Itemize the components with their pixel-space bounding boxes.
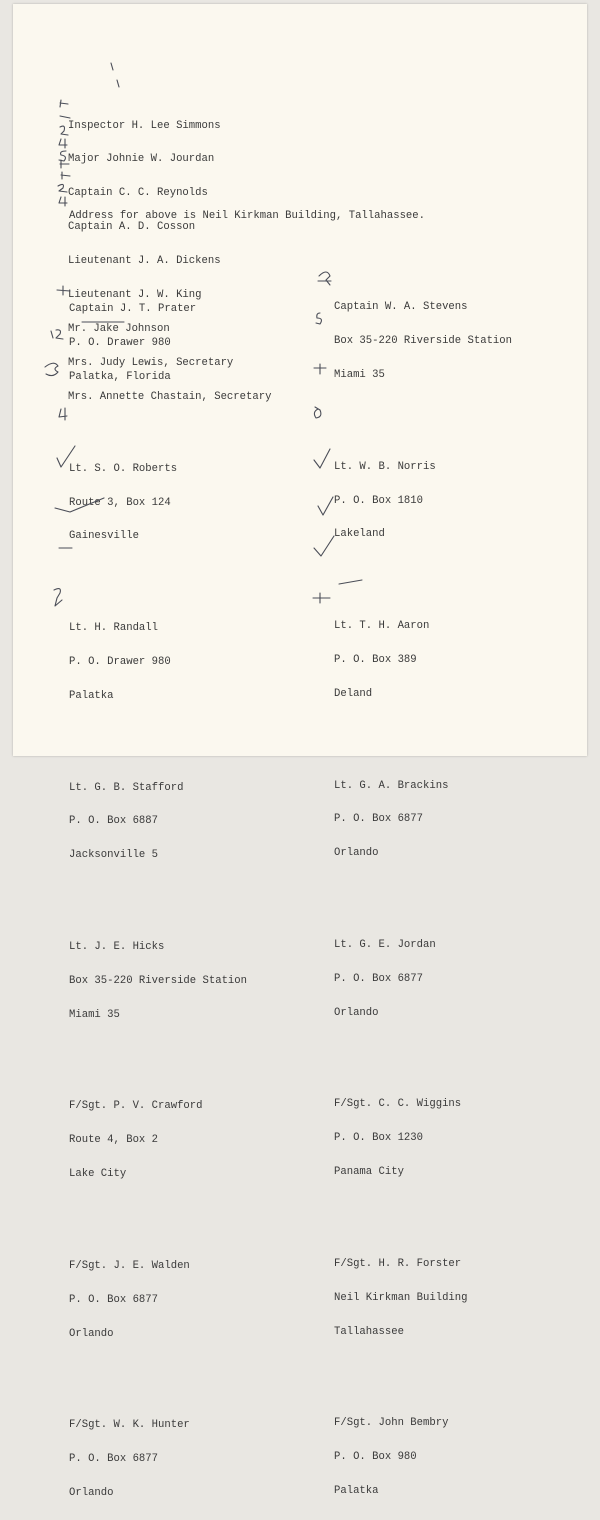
- staff-line: Mrs. Judy Lewis, Secretary: [68, 356, 234, 369]
- entry-address: Neil Kirkman Building: [334, 1291, 468, 1304]
- entry-name: F/Sgt. W. K. Hunter: [69, 1419, 190, 1432]
- entry-city: Orlando: [69, 1327, 114, 1340]
- address-entry: [69, 760, 247, 884]
- entry-city: Palatka: [69, 689, 114, 702]
- address-entry: [69, 601, 247, 725]
- staff-line: Lieutenant J. W. King: [68, 289, 202, 302]
- entry-address: Box 35-220 Riverside Station: [334, 335, 513, 348]
- entry-address: P. O. Box 1230: [334, 1132, 424, 1145]
- entry-name: F/Sgt. J. E. Walden: [69, 1259, 190, 1272]
- address-entry: [334, 1236, 512, 1360]
- entry-name: Lt. S. O. Roberts: [69, 462, 178, 475]
- entry-address: P. O. Box 1810: [334, 494, 424, 507]
- entry-city: Gainesville: [69, 530, 139, 543]
- entry-name: Lt. T. H. Aaron: [334, 620, 430, 633]
- entry-name: Lt. H. Randall: [69, 622, 159, 635]
- address-entry: [69, 1398, 247, 1520]
- entry-city: Tallahassee: [334, 1325, 404, 1338]
- address-entry: [69, 919, 247, 1043]
- entry-name: F/Sgt. P. V. Crawford: [69, 1100, 203, 1113]
- entry-name: F/Sgt. John Bembry: [334, 1417, 449, 1430]
- entry-address: P. O. Box 6877: [334, 813, 424, 826]
- staff-line: Mrs. Annette Chastain, Secretary: [68, 390, 272, 403]
- entry-city: Lakeland: [334, 528, 385, 541]
- entry-address: P. O. Box 6877: [334, 972, 424, 985]
- entry-city: Orlando: [69, 1487, 114, 1500]
- entry-address: Route 4, Box 2: [69, 1134, 159, 1147]
- staff-line: Major Johnie W. Jourdan: [68, 153, 215, 166]
- address-entry: [334, 1396, 512, 1520]
- entry-city: Palatka: [334, 1485, 379, 1498]
- entry-name: Captain W. A. Stevens: [334, 301, 468, 314]
- address-entry: [334, 280, 512, 404]
- address-entry: [69, 1079, 247, 1203]
- entry-city: Miami 35: [334, 368, 385, 381]
- entry-name: Lt. G. A. Brackins: [334, 779, 449, 792]
- staff-line: Inspector H. Lee Simmons: [68, 119, 221, 132]
- entry-name: Lt. J. E. Hicks: [69, 941, 165, 953]
- entry-name: Lt. W. B. Norris: [334, 460, 436, 473]
- entry-city: Orlando: [334, 847, 379, 860]
- left-address-column: [69, 259, 247, 1520]
- address-entry: [334, 758, 512, 882]
- entry-city: Deland: [334, 687, 373, 700]
- entry-name: Captain J. T. Prater: [69, 303, 197, 316]
- address-entry: [69, 282, 247, 406]
- entry-city: Lake City: [69, 1168, 127, 1181]
- entry-address: P. O. Box 6877: [69, 1293, 159, 1306]
- entry-name: Lt. G. B. Stafford: [69, 781, 184, 794]
- staff-line: Captain C. C. Reynolds: [68, 187, 208, 200]
- address-entry: [69, 1238, 247, 1362]
- entry-address: P. O. Box 6887: [69, 815, 159, 828]
- entry-address: P. O. Box 6877: [69, 1453, 159, 1466]
- address-entry: [69, 441, 247, 565]
- address-entry: [334, 917, 512, 1041]
- entry-address: P. O. Box 980: [334, 1451, 417, 1464]
- address-entry: [334, 1077, 512, 1201]
- staff-line: Captain A. D. Cosson: [68, 221, 196, 234]
- staff-line: Mr. Jake Johnson: [68, 322, 170, 335]
- address-entry: [334, 439, 512, 563]
- entry-name: F/Sgt. H. R. Forster: [334, 1257, 462, 1270]
- staff-line: Lieutenant J. A. Dickens: [68, 255, 221, 268]
- entry-city: Palatka, Florida: [69, 370, 171, 383]
- entry-address: Route 3, Box 124: [69, 496, 171, 509]
- entry-name: F/Sgt. C. C. Wiggins: [334, 1098, 462, 1111]
- entry-address: Box 35-220 Riverside Station: [69, 974, 248, 987]
- entry-address: P. O. Drawer 980: [69, 655, 171, 668]
- entry-name: Lt. G. E. Jordan: [334, 939, 436, 951]
- entry-address: P. O. Box 389: [334, 653, 417, 666]
- address-entry: [334, 599, 512, 723]
- entry-city: Panama City: [334, 1166, 404, 1179]
- entry-city: Miami 35: [69, 1008, 120, 1021]
- right-address-column: [334, 257, 512, 1520]
- entry-address: P. O. Drawer 980: [69, 337, 171, 350]
- entry-city: Orlando: [334, 1006, 379, 1019]
- entry-city: Jacksonville 5: [69, 849, 159, 862]
- address-note: Address for above is Neil Kirkman Building, Tallahassee.: [69, 210, 426, 222]
